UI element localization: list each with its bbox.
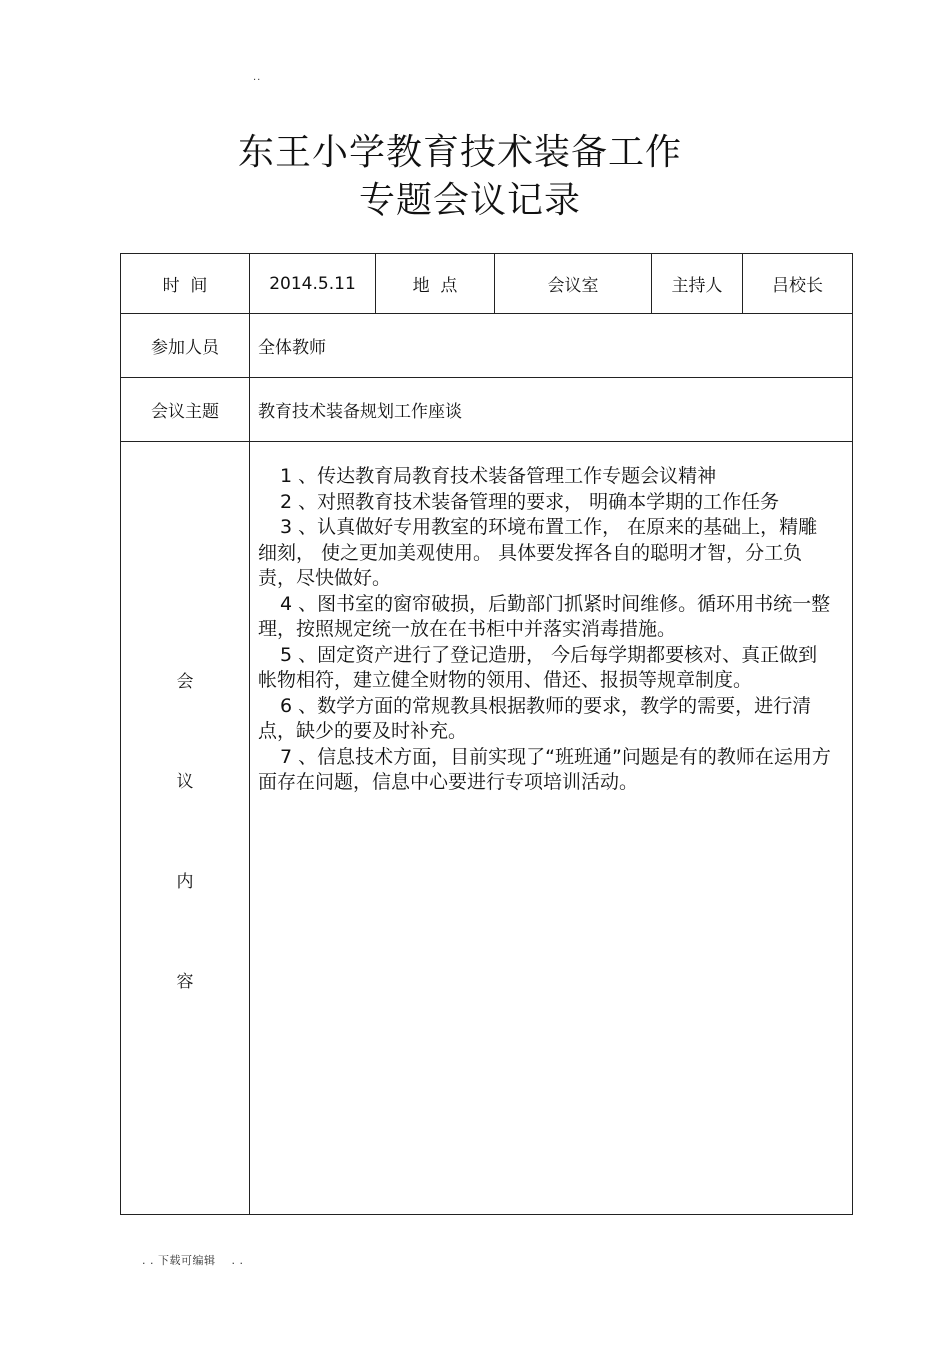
content-items xyxy=(250,442,852,796)
content-body-cell xyxy=(250,442,853,1215)
content-label-char: 内 xyxy=(176,872,194,892)
topic-label: 会议主题 xyxy=(121,378,250,442)
content-item: 3 、认真做好专用教室的环境布置工作， 在原来的基础上，精雕细刻， 使之更加美观使用。 具体要发挥各自的聪明才智，分工负责，尽快做好。 xyxy=(258,516,818,589)
attendees-label: 参加人员 xyxy=(121,314,250,378)
content-item: 6 、数学方面的常规教具根据教师的要求，教学的需要，进行清点，缺少的要及时补充。 xyxy=(258,694,812,742)
topic-value: 教育技术装备规划工作座谈 xyxy=(250,378,853,442)
content-label-cell xyxy=(121,442,250,1215)
table-row-attendees xyxy=(121,314,853,378)
content-label-char: 会 xyxy=(176,672,194,692)
content-item: 7 、信息技术方面，目前实现了“班班通”问题是有的教师在运用方面存在问题，信息中心要进行专项培训活动。 xyxy=(258,745,831,793)
content-item: 5 、固定资产进行了登记造册， 今后每学期都要核对、真正做到帐物相符，建立健全财物的领用、借还、报损等规章制度。 xyxy=(258,643,818,691)
meeting-record-table xyxy=(120,253,853,1215)
time-value: 2014.5.11 xyxy=(250,254,376,314)
header-marks: .. xyxy=(253,72,262,83)
content-item: 2 、对照教育技术装备管理的要求， 明确本学期的工作任务 xyxy=(280,490,780,513)
document-title-line2: 专题会议记录 xyxy=(358,180,581,221)
table-row-time-place-host xyxy=(121,254,853,314)
place-label: 地 点 xyxy=(376,254,495,314)
place-value: 会议室 xyxy=(495,254,652,314)
content-item: 1 、传达教育局教育技术装备管理工作专题会议精神 xyxy=(280,465,717,487)
footer-note: . . 下载可编辑 . . xyxy=(142,1254,244,1267)
attendees-value: 全体教师 xyxy=(250,314,853,378)
content-item: 4 、图书室的窗帘破损，后勤部门抓紧时间维修。循环用书统一整理，按照规定统一放在在书柜中并落实消毒措施。 xyxy=(258,592,831,640)
content-label-char: 容 xyxy=(176,972,194,992)
document-title-line1: 东王小学教育技术装备工作 xyxy=(237,132,682,173)
table-row-content xyxy=(121,442,853,1215)
content-label-char: 议 xyxy=(176,772,194,792)
host-label: 主持人 xyxy=(652,254,743,314)
table-row-topic xyxy=(121,378,853,442)
host-value: 吕校长 xyxy=(743,254,853,314)
time-label: 时 间 xyxy=(121,254,250,314)
